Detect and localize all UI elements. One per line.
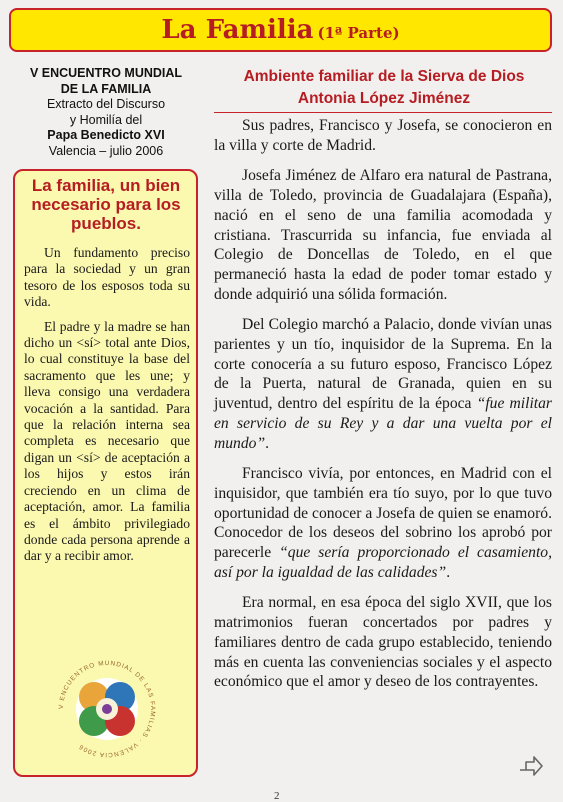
- article-paragraph-3: [214, 315, 552, 453]
- source-line-2: DE LA FAMILIA: [60, 81, 152, 96]
- page-title: La Familia: [161, 15, 314, 45]
- article-text: .: [265, 434, 270, 452]
- article-title-divider: [214, 112, 552, 113]
- source-line-6: Valencia – julio 2006: [48, 143, 164, 158]
- sidebar-box-body: [24, 245, 190, 573]
- article-text: .: [446, 563, 451, 581]
- source-line-5: Papa Benedicto XVI: [47, 128, 165, 142]
- continue-arrow-icon: [518, 752, 544, 778]
- sidebar-paragraph: El padre y la madre se han dicho un <sí> total ante Dios, lo cual constituye la base del sacramento que les une; y lleva consigo una verdadera vocación a la santidad. Para que la relación interna sea completa es necesario que digan un <sí> de aceptación a los hijos y estos irán creciendo en un clima de aceptación, amor. La familia es el ámbito privilegiado donde cada persona aprende a dar y a recibir amor.: [24, 318, 190, 564]
- source-line-1: V ENCUENTRO MUNDIAL: [29, 66, 183, 80]
- sidebar-box: [13, 169, 198, 777]
- article-title: [212, 66, 556, 110]
- source-info: [12, 66, 200, 159]
- sidebar-paragraph: Un fundamento preciso para la sociedad y un gran tesoro de los esposos toda su vida.: [24, 245, 190, 310]
- article-text: Francisco vivía, por entonces, en Madrid con el inquisidor, que también era tío suyo, por lo que tuvo oportunidad de conocer a Josefa de quien se enamoró. Conocedor de los deseos del sobrino los aprobó por parecerle: [214, 465, 552, 562]
- article-title-line-2: Antonia López Jiménez: [297, 90, 471, 107]
- page-header: [9, 8, 552, 52]
- encuentro-emblem-icon: [51, 653, 163, 765]
- article-paragraph-5: Era normal, en esa época del siglo XVII, que los matrimonios fueran concertados por padres y familiares dentro de cada grupo establecido, teniendo más en cuenta las conveniencias sociales y el aspecto económico que el amor y deseo de los contrayentes.: [214, 594, 552, 691]
- source-line-4: y Homilía del: [69, 112, 143, 127]
- page-part: (1ª Parte): [317, 24, 400, 42]
- article-paragraph-4: [214, 464, 552, 582]
- article-quote: “fue militar en servicio de su Rey y a dar una vuelta por el mundo”: [214, 395, 553, 452]
- article-quote: “que sería proporcionado el casamiento, así por la igualdad de las calidades”: [214, 544, 552, 581]
- article-body: [214, 116, 552, 703]
- sidebar-box-title: La familia, un bien necesario para los pueblos.: [31, 176, 181, 233]
- source-line-3: Extracto del Discurso: [46, 97, 166, 111]
- emblem-ring-text: V ENCUENTRO MUNDIAL DE LAS FAMILIAS · VALENCIA 2006: [57, 659, 157, 759]
- article-paragraph-2: Josefa Jiménez de Alfaro era natural de Pastrana, villa de Toledo, provincia de Guadalajara (España), nació en el seno de una familia acomodada y cristiana. Trascurrida su infancia, fue enviada al Colegio de Doncellas de Toledo, en el que permaneció hasta la edad de poder tomar estado y donde adquirió una sólida formación.: [214, 167, 552, 303]
- article-text: Del Colegio marchó a Palacio, donde vivían unas parientes y un tío, inquisidor de la Suprema. En la corte conocería a su futuro esposo, Francisco López de la Puerta, natural de Granada, quien en su juventud, dentro del espíritu de la época: [214, 316, 552, 413]
- page-number: 2: [274, 790, 280, 802]
- article-title-line-1: Ambiente familiar de la Sierva de Dios: [243, 68, 525, 85]
- article-paragraph-1: Sus padres, Francisco y Josefa, se conocieron en la villa y corte de Madrid.: [214, 117, 552, 154]
